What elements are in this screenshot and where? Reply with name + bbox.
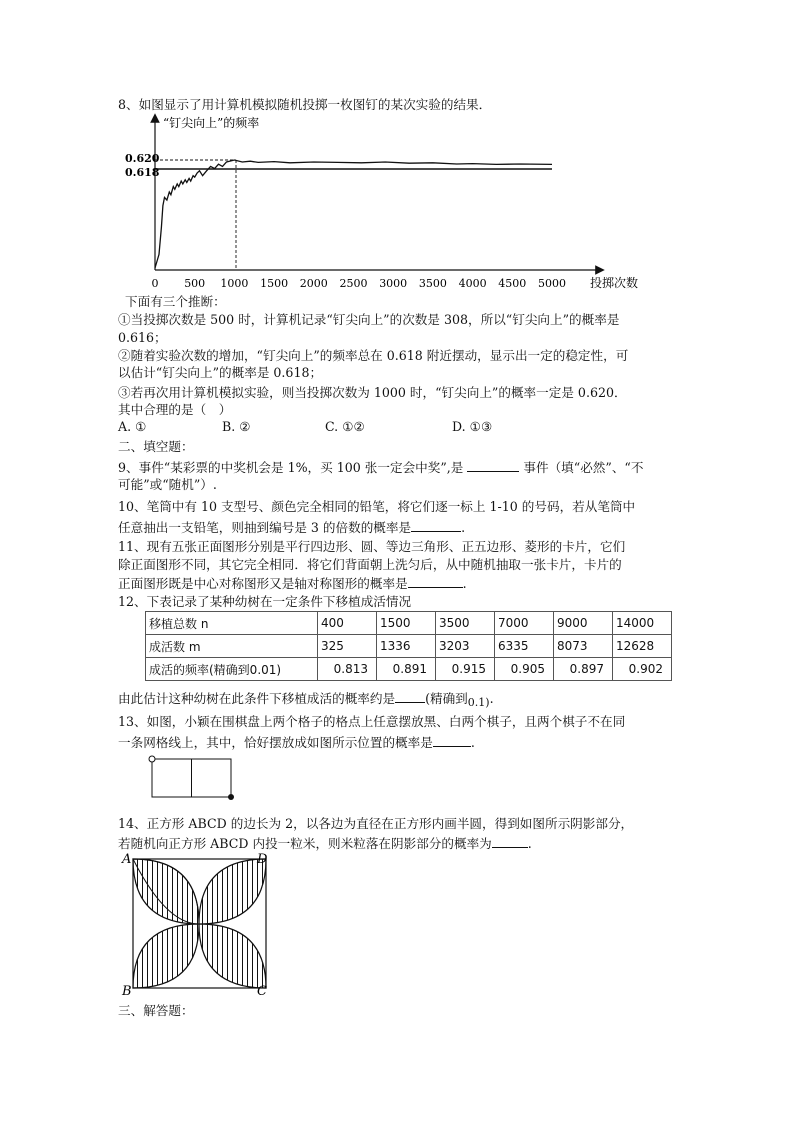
q10-text: 任意抽出一支铅笔，则抽到编号是 3 的倍数的概率是 <box>118 520 412 535</box>
q8-statement-2a: ②随着实验次数的增加，“钉尖向上”的频率总在 0.618 附近摆动，显示出一定的稳定性，可 <box>118 348 629 363</box>
table-cell: 3203 <box>436 635 495 658</box>
y-tick-0620: 0.620 <box>125 152 160 165</box>
q12-stem: 12、下表记录了某种幼树在一定条件下移植成活情况 <box>118 594 412 609</box>
q10-line-2 <box>118 519 465 536</box>
q14-period: . <box>527 836 532 851</box>
table-cell: 7000 <box>495 612 554 635</box>
q11-line-2: 除正面图形不同，其它完全相同．将它们背面朝上洗匀后，从中随机抽取一张卡片，卡片的 <box>118 557 622 572</box>
q10-answer-blank[interactable] <box>411 519 461 532</box>
q8-intro: 下面有三个推断： <box>125 294 226 309</box>
q8-statement-1b: 0.616； <box>118 330 167 345</box>
q10-line-1: 10、笔筒中有 10 支型号、颜色完全相同的铅笔，将它们逐一标上 1-10 的号码，若从笔筒中 <box>118 499 636 514</box>
q11-period: . <box>462 576 467 591</box>
q8-statement-1a: ①当投掷次数是 500 时，计算机记录“钉尖向上”的次数是 308，所以“钉尖向上”的概率是 <box>118 312 620 327</box>
x-tick-label: 5000 <box>538 277 566 290</box>
table-row <box>146 635 672 658</box>
q9-line-1 <box>118 459 643 476</box>
q14-line-1: 14、正方形 ABCD 的边长为 2，以各边为直径在正方形内画半圆，得到如图所示阴影部分， <box>118 816 634 831</box>
q13-answer-blank[interactable] <box>433 734 471 747</box>
table-cell: 0.905 <box>495 658 554 681</box>
x-tick-label: 0 <box>151 277 159 290</box>
q13-line-1: 13、如图，小颖在围棋盘上两个格子的格点上任意摆放黑、白两个棋子，且两个棋子不在同 <box>118 714 626 729</box>
q11-line-1: 11、现有五张正面图形分别是平行四边形、圆、等边三角形、正五边形、菱形的卡片，它们 <box>118 539 626 554</box>
go-board-figure <box>140 752 240 802</box>
square-semicircles-figure <box>115 850 275 1000</box>
section-2-heading: 二、填空题： <box>118 439 194 454</box>
chart-title: “钉尖向上”的频率 <box>163 116 260 130</box>
table-cell: 成活数 m <box>146 635 318 658</box>
table-row <box>146 658 672 681</box>
option-d: D. ①③ <box>452 419 493 434</box>
table-cell: 移植总数 n <box>146 612 318 635</box>
x-tick-labels <box>152 277 567 290</box>
table-cell: 成活的频率(精确到0.01) <box>146 658 318 681</box>
q14-answer-blank[interactable] <box>492 835 528 848</box>
q10-period: . <box>461 520 466 535</box>
table-cell: 3500 <box>436 612 495 635</box>
q12-answer-blank[interactable] <box>395 690 425 703</box>
q8-statement-3: ③若再次用计算机模拟实验，则当投掷次数为 1000 时，“钉尖向上”的概率一定是 0.620． <box>118 385 627 400</box>
table-cell: 400 <box>318 612 377 635</box>
option-a: A. ① <box>118 419 147 434</box>
section-3-heading: 三、解答题： <box>118 1003 194 1018</box>
option-b: B. ② <box>222 419 251 434</box>
q12-line-2 <box>118 690 494 708</box>
x-tick-label: 2500 <box>339 277 368 290</box>
q11-text: 正面图形既是中心对称图形又是轴对称图形的概率是 <box>118 576 408 591</box>
vertex-c-label: C <box>257 984 267 999</box>
q12-precision-value: 0.1) <box>467 696 490 709</box>
q13-line-2 <box>118 734 475 751</box>
table-cell: 14000 <box>613 612 672 635</box>
table-cell: 0.897 <box>554 658 613 681</box>
x-tick-label: 4000 <box>458 277 487 290</box>
q9-answer-blank[interactable] <box>467 459 519 472</box>
q8-stem: 8、如图显示了用计算机模拟随机投掷一枚图钉的某次实验的结果． <box>118 97 492 112</box>
vertex-d-label: D <box>257 852 268 867</box>
q9-text-1: 9、事件“某彩票的中奖机会是 1%，买 100 张一定会中奖”,是 <box>118 460 464 475</box>
table-cell: 0.813 <box>318 658 377 681</box>
vertex-b-label: B <box>122 984 132 999</box>
q11-answer-blank[interactable] <box>408 575 463 588</box>
q12-precision: (精确到 <box>425 691 468 706</box>
q8-ask: 其中合理的是（ ） <box>118 402 232 417</box>
x-tick-label: 3000 <box>379 277 408 290</box>
table-cell: 8073 <box>554 635 613 658</box>
q12-period: . <box>489 691 494 706</box>
table-cell: 1500 <box>377 612 436 635</box>
q8-statement-2b: 以估计“钉尖向上”的概率是 0.618； <box>118 365 323 380</box>
q9-text-2: 事件（填“必然”、“不 <box>523 460 644 475</box>
y-tick-0618: 0.618 <box>125 166 160 179</box>
x-tick-label: 1000 <box>220 277 249 290</box>
q13-period: . <box>470 735 475 750</box>
white-stone <box>149 756 155 762</box>
survival-table <box>145 611 672 681</box>
table-cell: 9000 <box>554 612 613 635</box>
q11-line-3 <box>118 575 467 592</box>
x-axis-label: 投掷次数 <box>590 276 639 290</box>
table-cell: 0.891 <box>377 658 436 681</box>
table-cell: 12628 <box>613 635 672 658</box>
table-cell: 325 <box>318 635 377 658</box>
x-tick-label: 2000 <box>299 277 328 290</box>
x-tick-label: 500 <box>184 277 206 290</box>
table-row <box>146 612 672 635</box>
table-cell: 0.915 <box>436 658 495 681</box>
frequency-series-line <box>155 160 552 268</box>
q14-text: 若随机向正方形 ABCD 内投一粒米，则米粒落在阴影部分的概率为 <box>118 836 492 851</box>
x-tick-label: 3500 <box>418 277 447 290</box>
option-c: C. ①② <box>325 419 365 434</box>
q13-text: 一条网格线上，其中，恰好摆放成如图所示位置的概率是 <box>118 735 433 750</box>
q9-line-2: 可能”或“随机”）. <box>118 477 217 492</box>
table-cell: 1336 <box>377 635 436 658</box>
x-tick-label: 4500 <box>498 277 527 290</box>
vertex-a-label: A <box>122 852 132 867</box>
table-cell: 6335 <box>495 635 554 658</box>
q12-text: 由此估计这种幼树在此条件下移植成活的概率约是 <box>118 691 396 706</box>
x-tick-label: 1500 <box>260 277 289 290</box>
table-cell: 0.902 <box>613 658 672 681</box>
black-stone <box>228 794 234 800</box>
shaded-petals <box>133 859 266 988</box>
